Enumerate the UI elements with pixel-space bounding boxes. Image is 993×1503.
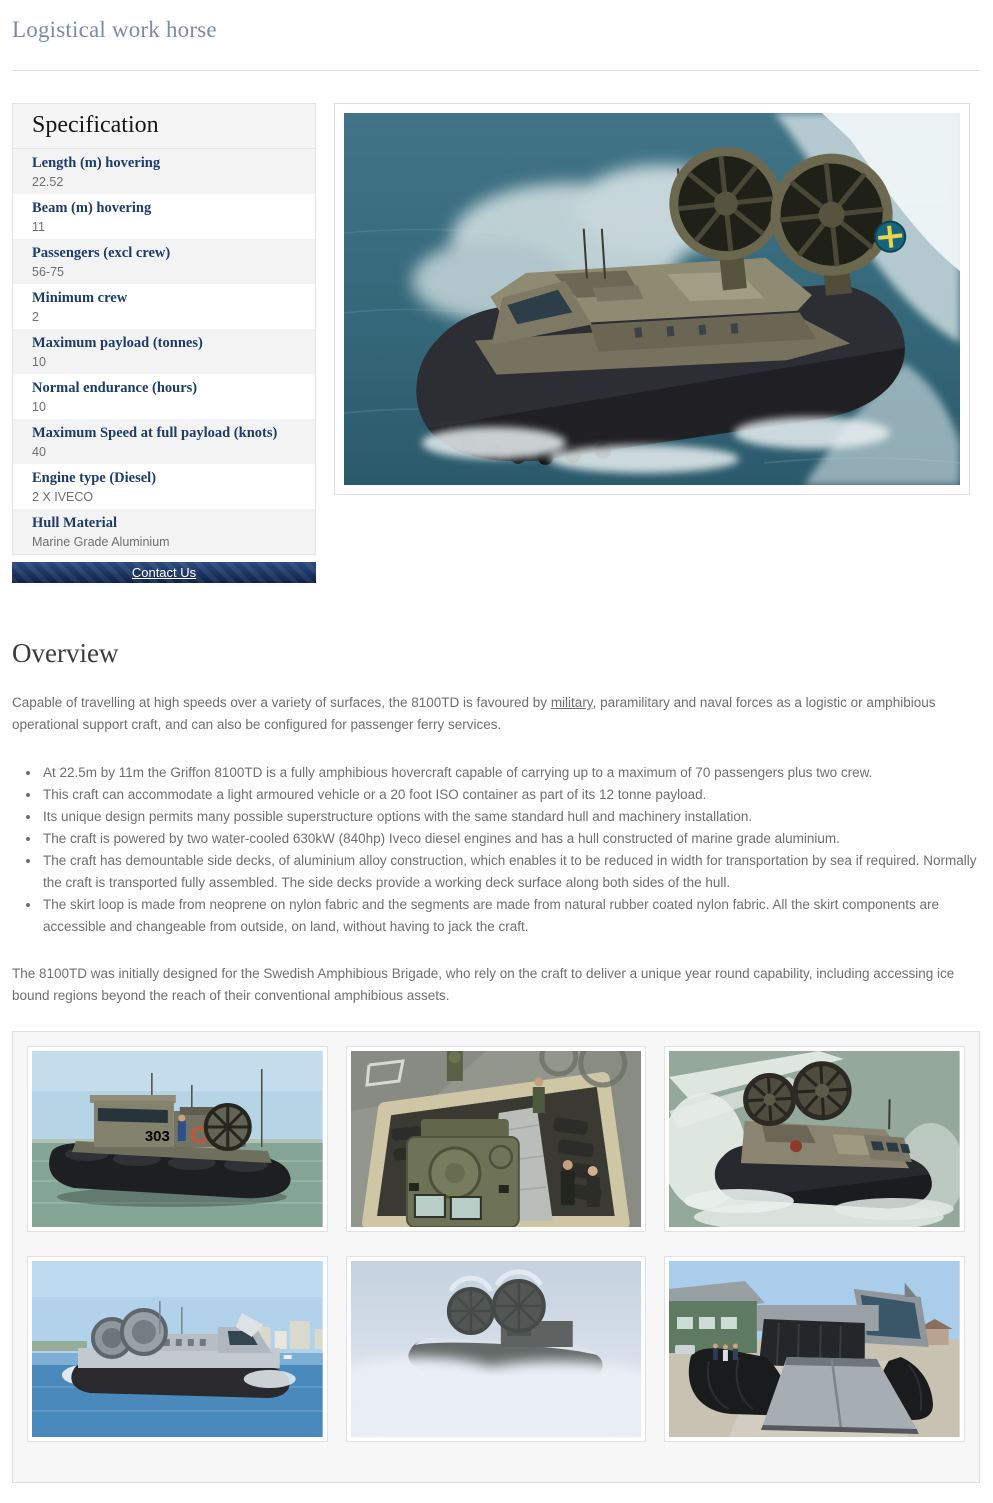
spec-row-crew <box>13 284 315 329</box>
spec-label: Passengers (excl crew) <box>32 245 171 261</box>
spec-row-payload <box>13 329 315 374</box>
spec-value: 10 <box>32 355 46 369</box>
specification-heading: Specification <box>13 104 315 149</box>
spec-row-beam <box>13 194 315 239</box>
spec-value: Marine Grade Aluminium <box>32 535 170 549</box>
spec-row-endurance <box>13 374 315 419</box>
gallery-thumbnail-2[interactable] <box>346 1046 647 1232</box>
spec-label: Length (m) hovering <box>32 155 161 171</box>
spec-row-engine <box>13 464 315 509</box>
feature-item: • This craft can accommodate a light armoured vehicle or a 20 foot ISO container as part of its 12 tonne payload. <box>41 784 980 806</box>
intro-text-before: Capable of travelling at high speeds over a variety of surfaces, the 8100TD is favoured by <box>12 695 551 710</box>
feature-item: • Its unique design permits many possible superstructure options with the same standard hull and machinery installation. <box>41 806 980 828</box>
page <box>0 17 993 1503</box>
gallery <box>12 1031 980 1483</box>
spec-label: Maximum payload (tonnes) <box>32 335 203 351</box>
overview-closing: The 8100TD was initially designed for the Swedish Amphibious Brigade, who rely on the craft to deliver a unique year round capability, including accessing ice bound regions beyond the reach of their conventional amphibious assets. <box>12 966 955 1003</box>
feature-item: • The skirt loop is made from neoprene on nylon fabric and the segments are made from natural rubber coated nylon fabric. All the skirt components are accessible and changeable from outside, on land, without having to jack the craft. <box>41 894 980 938</box>
overview-heading: Overview <box>12 638 119 668</box>
spec-label: Normal endurance (hours) <box>32 380 198 396</box>
spec-value: 10 <box>32 400 46 414</box>
gallery-photo-hovercraft-speeding <box>669 1051 960 1227</box>
gallery-thumbnail-6[interactable] <box>664 1256 965 1442</box>
spec-label: Minimum crew <box>32 290 128 306</box>
gallery-photo-vehicle-on-deck <box>351 1051 642 1227</box>
overview-section <box>12 638 980 1007</box>
spec-row-passengers <box>13 239 315 284</box>
feature-item: • The craft has demountable side decks, of aluminium alloy construction, which enables it to be reduced in width for transportation by sea if required. Normally the craft is transported fully assembled. The side decks provide a working deck surface along both sides of the hull. <box>41 850 980 894</box>
contact-us-button[interactable]: Contact Us <box>12 562 316 583</box>
gallery-photo-hovercraft-303-moored <box>32 1051 323 1227</box>
spec-label: Beam (m) hovering <box>32 200 152 216</box>
specification-panel <box>12 103 316 583</box>
gallery-thumbnail-1[interactable] <box>27 1046 328 1232</box>
spec-value: 2 X IVECO <box>32 490 94 504</box>
intro-text-after: , paramilitary and naval forces as a logistic or amphibious operational support craft, and can also be configured for passenger ferry services. <box>12 695 936 732</box>
craft-number-303: 303 <box>144 1127 170 1146</box>
overview-intro <box>12 692 980 736</box>
spec-value: 22.52 <box>32 175 64 189</box>
spec-label: Hull Material <box>32 515 117 531</box>
spec-value: 11 <box>32 220 45 234</box>
page-title: Logistical work horse <box>12 17 217 42</box>
feature-item: • The craft is powered by two water-cooled 630kW (840hp) Iveco diesel engines and has a hull constructed of marine grade aluminium. <box>41 828 980 850</box>
spec-value: 2 <box>32 310 39 324</box>
spec-row-speed <box>13 419 315 464</box>
spec-value: 40 <box>32 445 46 459</box>
spec-row-length <box>13 149 315 194</box>
spec-value: 56-75 <box>32 265 64 279</box>
gallery-thumbnail-5[interactable] <box>346 1256 647 1442</box>
gallery-photo-hovercraft-in-snow <box>351 1261 642 1437</box>
hero-photo-hovercraft-at-sea <box>344 113 960 485</box>
feature-item: • At 22.5m by 11m the Griffon 8100TD is a fully amphibious hovercraft capable of carrying up to a maximum of 70 passengers plus two crew. <box>41 762 980 784</box>
spec-label: Engine type (Diesel) <box>32 470 157 486</box>
feature-list <box>12 762 980 938</box>
gallery-photo-hovercraft-ramp-open <box>669 1261 960 1437</box>
top-section <box>12 103 980 583</box>
specification-table <box>12 103 316 555</box>
military-link[interactable]: military <box>550 695 593 710</box>
spec-label: Maximum Speed at full payload (knots) <box>32 425 278 441</box>
gallery-photo-hovercraft-side-view <box>32 1261 323 1437</box>
gallery-thumbnail-3[interactable] <box>664 1046 965 1232</box>
hero-image-frame <box>334 103 970 495</box>
spec-row-hull <box>13 509 315 554</box>
gallery-thumbnail-4[interactable] <box>27 1256 328 1442</box>
header-divider <box>12 70 980 71</box>
